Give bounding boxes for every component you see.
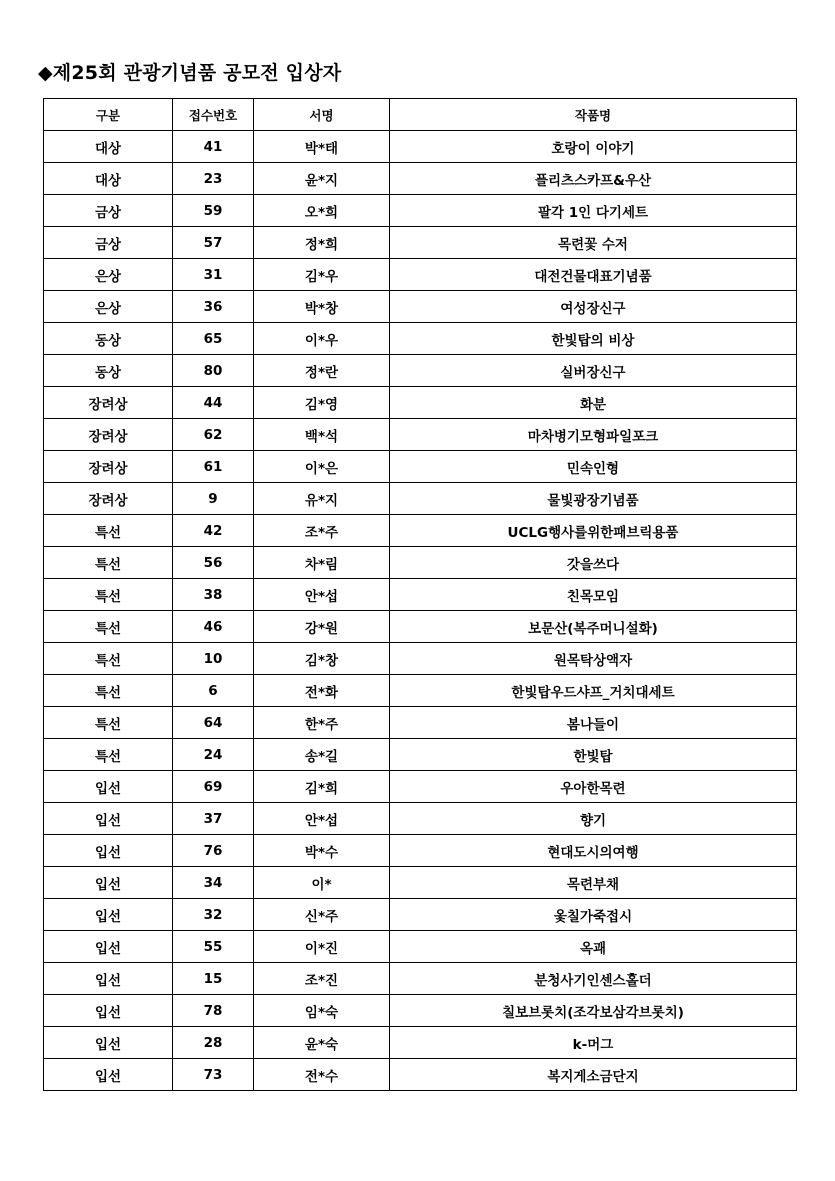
work-title-cell: UCLG행사를위한패브릭용품 <box>390 515 797 547</box>
category-cell: 동상 <box>44 323 173 355</box>
category-cell: 금상 <box>44 227 173 259</box>
entry-number-cell: 34 <box>173 867 254 899</box>
entry-number-cell: 38 <box>173 579 254 611</box>
work-title-cell: 화분 <box>390 387 797 419</box>
category-cell: 입선 <box>44 995 173 1027</box>
column-header-name: 서명 <box>254 99 390 131</box>
entry-number-cell: 6 <box>173 675 254 707</box>
category-cell: 입선 <box>44 867 173 899</box>
work-title-cell: 호랑이 이야기 <box>390 131 797 163</box>
work-title-cell: 민속인형 <box>390 451 797 483</box>
category-cell: 특선 <box>44 547 173 579</box>
table-row <box>44 675 797 707</box>
name-cell: 김*희 <box>254 771 390 803</box>
table-row <box>44 611 797 643</box>
work-title-cell: 마차병기모형파일포크 <box>390 419 797 451</box>
category-cell: 입선 <box>44 931 173 963</box>
table-header-row <box>44 99 797 131</box>
entry-number-cell: 80 <box>173 355 254 387</box>
name-cell: 이*우 <box>254 323 390 355</box>
entry-number-cell: 23 <box>173 163 254 195</box>
table-row <box>44 995 797 1027</box>
entry-number-cell: 55 <box>173 931 254 963</box>
category-cell: 은상 <box>44 291 173 323</box>
name-cell: 이* <box>254 867 390 899</box>
table-row <box>44 643 797 675</box>
category-cell: 대상 <box>44 163 173 195</box>
name-cell: 차*림 <box>254 547 390 579</box>
name-cell: 전*수 <box>254 1059 390 1091</box>
category-cell: 장려상 <box>44 451 173 483</box>
entry-number-cell: 28 <box>173 1027 254 1059</box>
table-body <box>44 131 797 1091</box>
table-row <box>44 387 797 419</box>
column-header-category: 구분 <box>44 99 173 131</box>
category-cell: 동상 <box>44 355 173 387</box>
entry-number-cell: 10 <box>173 643 254 675</box>
name-cell: 임*숙 <box>254 995 390 1027</box>
table-row <box>44 419 797 451</box>
work-title-cell: 여성장신구 <box>390 291 797 323</box>
entry-number-cell: 36 <box>173 291 254 323</box>
table-row <box>44 867 797 899</box>
name-cell: 이*은 <box>254 451 390 483</box>
entry-number-cell: 64 <box>173 707 254 739</box>
entry-number-cell: 56 <box>173 547 254 579</box>
entry-number-cell: 76 <box>173 835 254 867</box>
category-cell: 입선 <box>44 1059 173 1091</box>
name-cell: 이*진 <box>254 931 390 963</box>
table-row <box>44 131 797 163</box>
work-title-cell: 목련부채 <box>390 867 797 899</box>
column-header-work-title: 작품명 <box>390 99 797 131</box>
entry-number-cell: 42 <box>173 515 254 547</box>
category-cell: 특선 <box>44 579 173 611</box>
category-cell: 입선 <box>44 803 173 835</box>
name-cell: 안*섭 <box>254 579 390 611</box>
work-title-cell: 봄나들이 <box>390 707 797 739</box>
name-cell: 안*섭 <box>254 803 390 835</box>
entry-number-cell: 31 <box>173 259 254 291</box>
entry-number-cell: 41 <box>173 131 254 163</box>
category-cell: 금상 <box>44 195 173 227</box>
name-cell: 전*화 <box>254 675 390 707</box>
category-cell: 특선 <box>44 643 173 675</box>
category-cell: 대상 <box>44 131 173 163</box>
name-cell: 윤*숙 <box>254 1027 390 1059</box>
category-cell: 입선 <box>44 899 173 931</box>
work-title-cell: 원목탁상액자 <box>390 643 797 675</box>
entry-number-cell: 24 <box>173 739 254 771</box>
entry-number-cell: 78 <box>173 995 254 1027</box>
work-title-cell: 물빛광장기념품 <box>390 483 797 515</box>
column-header-entry-number: 접수번호 <box>173 99 254 131</box>
name-cell: 오*희 <box>254 195 390 227</box>
work-title-cell: 실버장신구 <box>390 355 797 387</box>
category-cell: 은상 <box>44 259 173 291</box>
work-title-cell: 향기 <box>390 803 797 835</box>
category-cell: 입선 <box>44 963 173 995</box>
entry-number-cell: 46 <box>173 611 254 643</box>
name-cell: 박*창 <box>254 291 390 323</box>
table-row <box>44 1059 797 1091</box>
entry-number-cell: 15 <box>173 963 254 995</box>
table-row <box>44 291 797 323</box>
category-cell: 특선 <box>44 611 173 643</box>
entry-number-cell: 65 <box>173 323 254 355</box>
entry-number-cell: 61 <box>173 451 254 483</box>
name-cell: 백*석 <box>254 419 390 451</box>
category-cell: 장려상 <box>44 483 173 515</box>
work-title-cell: 한빛탑의 비상 <box>390 323 797 355</box>
name-cell: 정*희 <box>254 227 390 259</box>
table-row <box>44 259 797 291</box>
entry-number-cell: 73 <box>173 1059 254 1091</box>
name-cell: 강*원 <box>254 611 390 643</box>
work-title-cell: 갓을쓰다 <box>390 547 797 579</box>
name-cell: 윤*지 <box>254 163 390 195</box>
category-cell: 특선 <box>44 739 173 771</box>
category-cell: 입선 <box>44 835 173 867</box>
name-cell: 조*주 <box>254 515 390 547</box>
table-row <box>44 931 797 963</box>
table-row <box>44 323 797 355</box>
page-title: ◆제25회 관광기념품 공모전 입상자 <box>38 62 342 84</box>
name-cell: 정*란 <box>254 355 390 387</box>
table-row <box>44 355 797 387</box>
table-row <box>44 579 797 611</box>
table-row <box>44 707 797 739</box>
work-title-cell: 한빛탑 <box>390 739 797 771</box>
work-title-cell: 칠보브롯치(조각보삼각브롯치) <box>390 995 797 1027</box>
entry-number-cell: 32 <box>173 899 254 931</box>
work-title-cell: 한빛탑우드샤프_거치대세트 <box>390 675 797 707</box>
winners-table <box>43 98 797 1091</box>
category-cell: 입선 <box>44 771 173 803</box>
work-title-cell: 보문산(복주머니설화) <box>390 611 797 643</box>
table-row <box>44 803 797 835</box>
name-cell: 신*주 <box>254 899 390 931</box>
name-cell: 김*창 <box>254 643 390 675</box>
entry-number-cell: 9 <box>173 483 254 515</box>
work-title-cell: k-머그 <box>390 1027 797 1059</box>
entry-number-cell: 37 <box>173 803 254 835</box>
category-cell: 특선 <box>44 675 173 707</box>
work-title-cell: 플리츠스카프&우산 <box>390 163 797 195</box>
table-row <box>44 739 797 771</box>
name-cell: 박*수 <box>254 835 390 867</box>
entry-number-cell: 57 <box>173 227 254 259</box>
entry-number-cell: 62 <box>173 419 254 451</box>
table-row <box>44 835 797 867</box>
table-row <box>44 483 797 515</box>
category-cell: 입선 <box>44 1027 173 1059</box>
table-row <box>44 547 797 579</box>
work-title-cell: 목련꽃 수저 <box>390 227 797 259</box>
name-cell: 송*길 <box>254 739 390 771</box>
work-title-cell: 복지게소금단지 <box>390 1059 797 1091</box>
name-cell: 조*진 <box>254 963 390 995</box>
category-cell: 장려상 <box>44 419 173 451</box>
table-row <box>44 515 797 547</box>
name-cell: 김*영 <box>254 387 390 419</box>
work-title-cell: 우아한목련 <box>390 771 797 803</box>
work-title-cell: 대전건물대표기념품 <box>390 259 797 291</box>
table-row <box>44 963 797 995</box>
work-title-cell: 옻칠가죽접시 <box>390 899 797 931</box>
table-row <box>44 451 797 483</box>
table-row <box>44 227 797 259</box>
name-cell: 한*주 <box>254 707 390 739</box>
work-title-cell: 팔각 1인 다기세트 <box>390 195 797 227</box>
work-title-cell: 분청사기인센스홀더 <box>390 963 797 995</box>
name-cell: 박*태 <box>254 131 390 163</box>
entry-number-cell: 59 <box>173 195 254 227</box>
work-title-cell: 옥괘 <box>390 931 797 963</box>
name-cell: 유*지 <box>254 483 390 515</box>
table-row <box>44 899 797 931</box>
category-cell: 장려상 <box>44 387 173 419</box>
work-title-cell: 현대도시의여행 <box>390 835 797 867</box>
entry-number-cell: 69 <box>173 771 254 803</box>
table-row <box>44 195 797 227</box>
name-cell: 김*우 <box>254 259 390 291</box>
category-cell: 특선 <box>44 707 173 739</box>
category-cell: 특선 <box>44 515 173 547</box>
table-row <box>44 163 797 195</box>
work-title-cell: 친목모임 <box>390 579 797 611</box>
table-row <box>44 1027 797 1059</box>
entry-number-cell: 44 <box>173 387 254 419</box>
table-row <box>44 771 797 803</box>
